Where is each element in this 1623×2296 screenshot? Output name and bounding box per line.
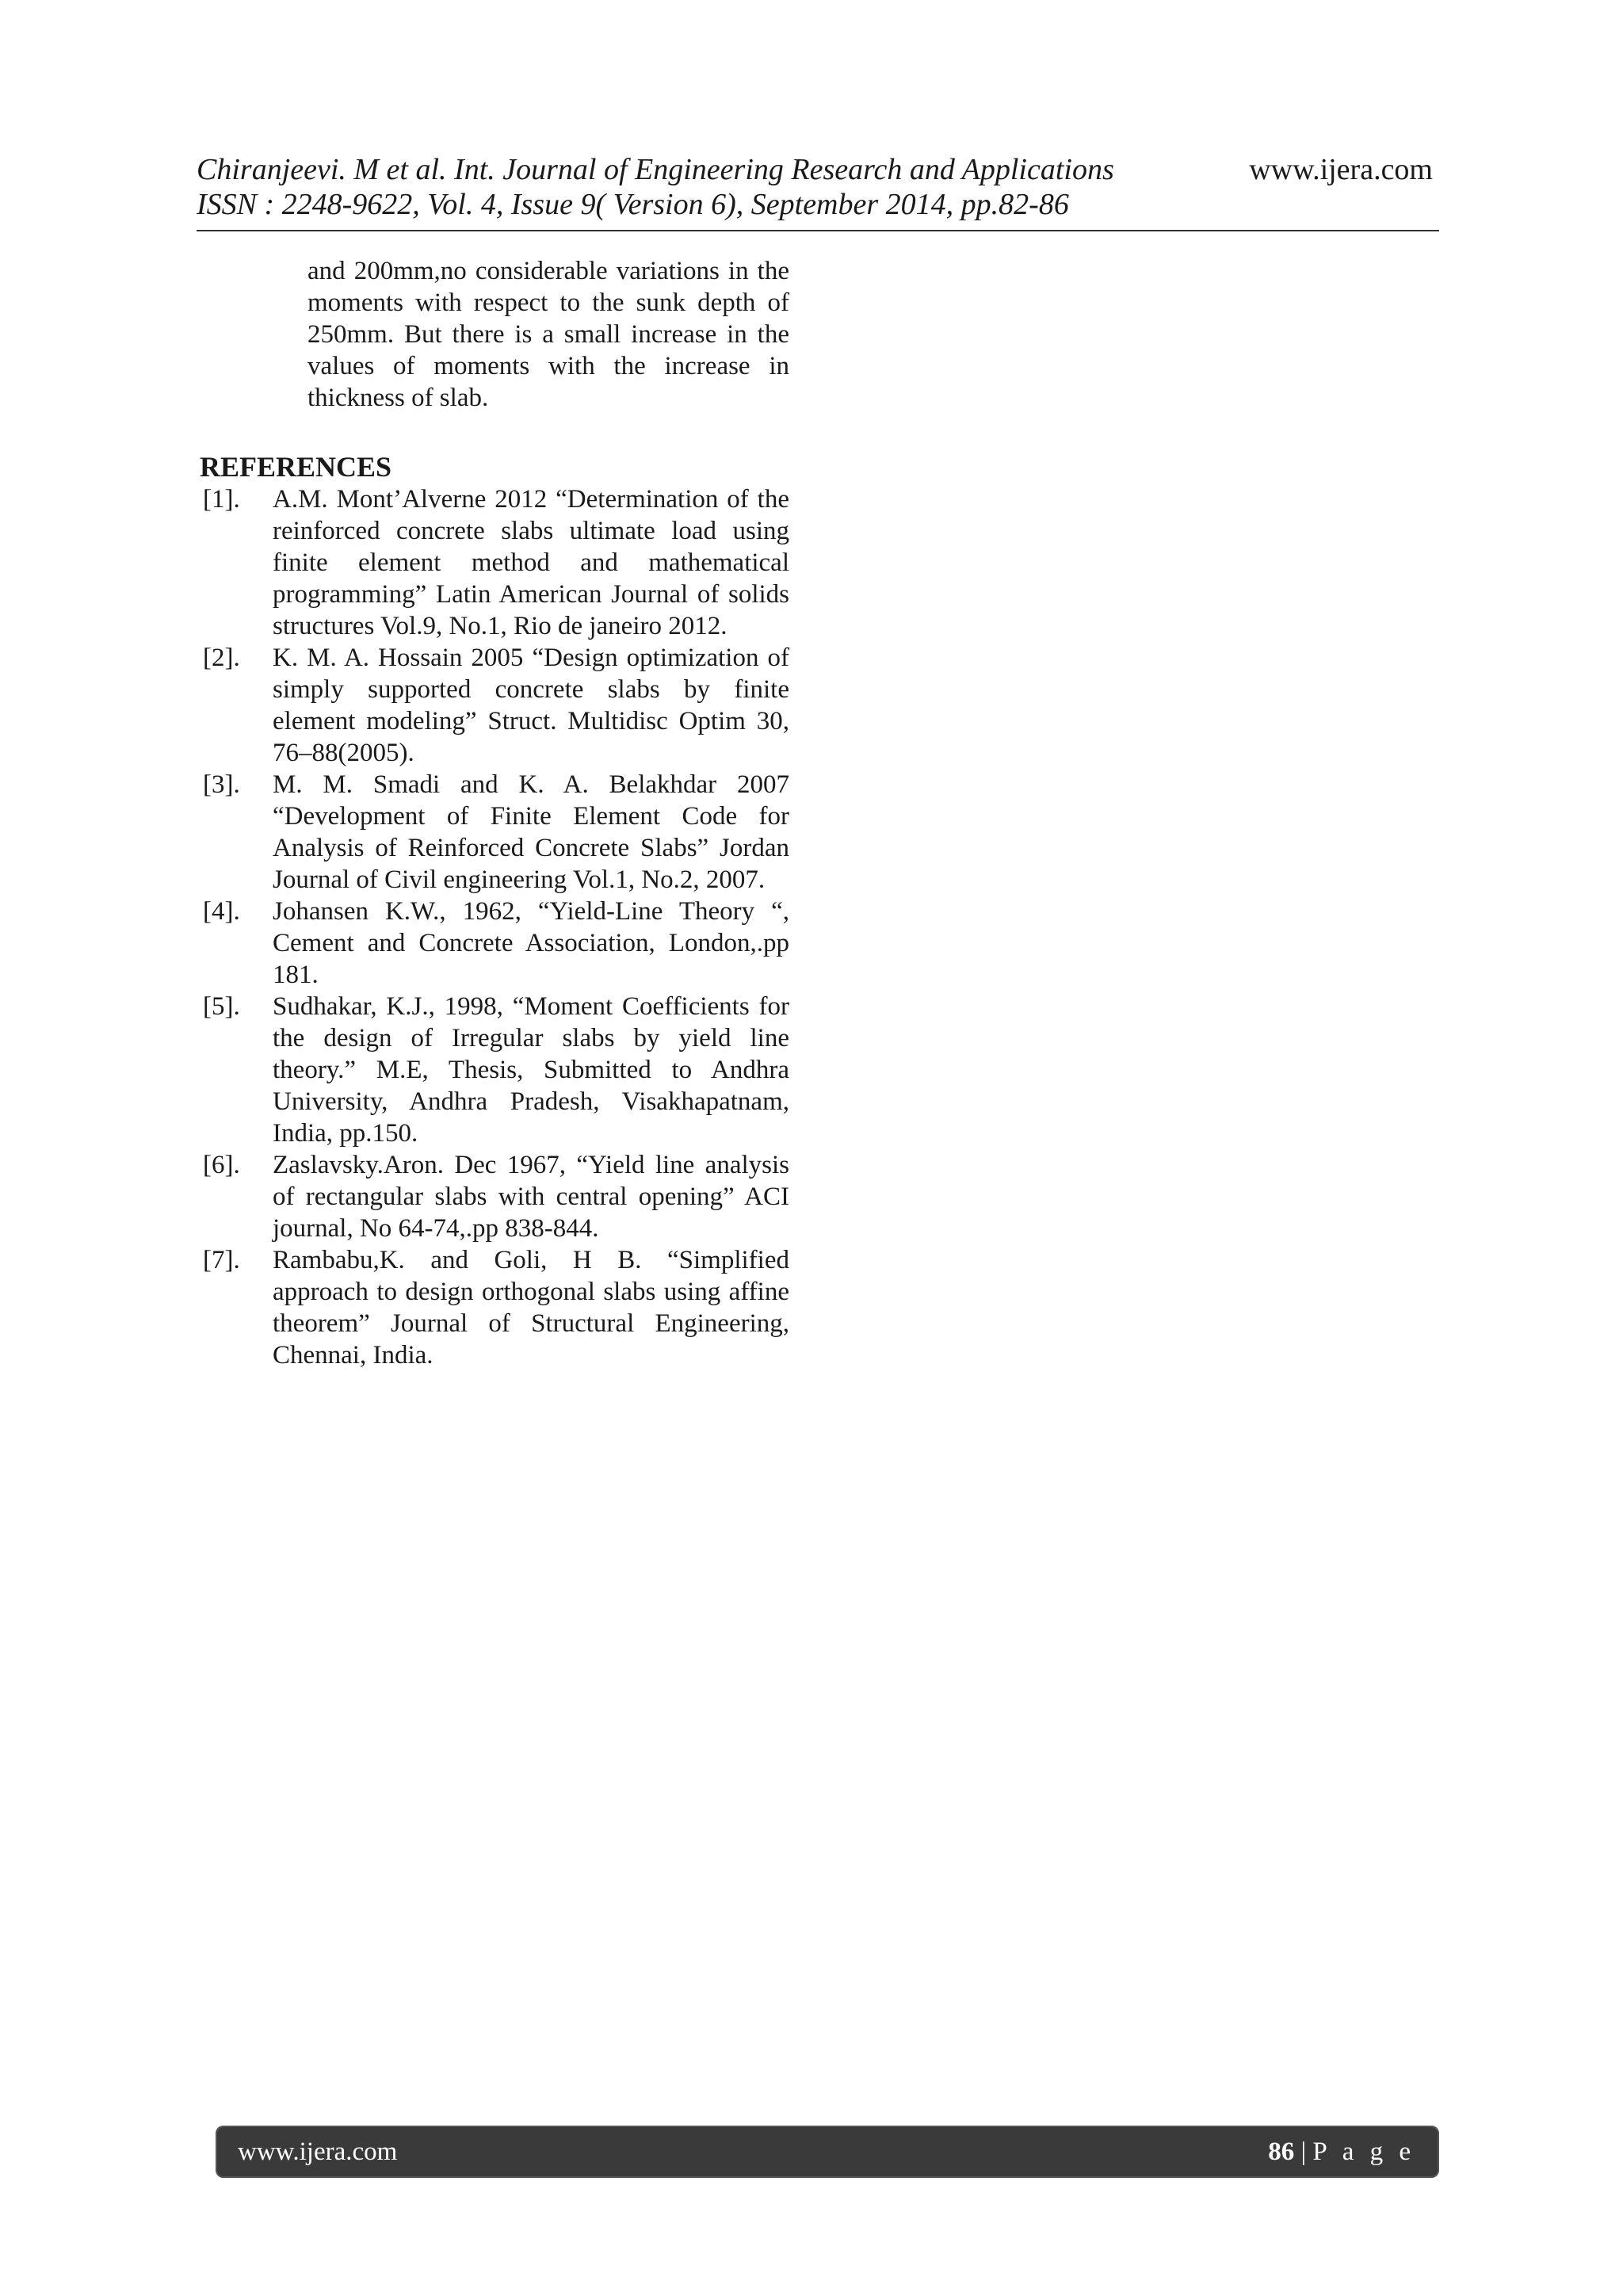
page-footer bbox=[216, 2126, 1439, 2178]
left-column bbox=[198, 255, 789, 1371]
reference-item bbox=[198, 642, 789, 769]
reference-list bbox=[198, 483, 789, 1371]
reference-number: [3]. bbox=[203, 770, 240, 799]
reference-item bbox=[198, 1244, 789, 1371]
footer-url: www.ijera.com bbox=[238, 2137, 398, 2166]
page-label: P a g e bbox=[1312, 2137, 1415, 2166]
page-header bbox=[197, 152, 1439, 231]
reference-number: [1]. bbox=[203, 485, 240, 514]
reference-text: Rambabu,K. and Goli, H B. “Simplified approach to design orthogonal slabs using affine theorem” Journal of Structural Engineering, Chennai, India. bbox=[273, 1246, 789, 1370]
page-number: 86 bbox=[1268, 2137, 1295, 2166]
reference-item bbox=[198, 991, 789, 1149]
issn-line: ISSN : 2248-9622, Vol. 4, Issue 9( Version 6), September 2014, pp.82-86 bbox=[197, 188, 1069, 221]
reference-item bbox=[198, 896, 789, 991]
reference-text: M. M. Smadi and K. A. Belakhdar 2007 “Development of Finite Element Code for Analysis of Reinforced Concrete Slabs” Jordan Journal of Civil engineering Vol.1, No.2, 2007. bbox=[273, 770, 789, 894]
page-indicator bbox=[1268, 2136, 1415, 2168]
journal-citation-line: Chiranjeevi. M et al. Int. Journal of Engineering Research and Applications bbox=[197, 153, 1114, 186]
reference-text: K. M. A. Hossain 2005 “Design optimization of simply supported concrete slabs by finite element modeling” Struct. Multidisc Optim 30, 76–88(2005). bbox=[273, 644, 789, 767]
reference-number: [7]. bbox=[203, 1246, 240, 1274]
reference-item bbox=[198, 1149, 789, 1244]
reference-text: Zaslavsky.Aron. Dec 1967, “Yield line analysis of rectangular slabs with central opening” ACI journal, No 64-74,.pp 838-844. bbox=[273, 1151, 789, 1243]
page-separator: | bbox=[1300, 2137, 1307, 2166]
reference-item bbox=[198, 483, 789, 642]
references-heading: REFERENCES bbox=[200, 451, 392, 483]
reference-number: [6]. bbox=[203, 1151, 240, 1179]
reference-number: [5]. bbox=[203, 992, 240, 1021]
reference-text: A.M. Mont’Alverne 2012 “Determination of the reinforced concrete slabs ultimate load using finite element method and mathematical programming” Latin American Journal of solids structures Vol.9, No.1, Rio de janeiro 2012. bbox=[273, 485, 789, 640]
conclusion-paragraph: and 200mm,no considerable variations in the moments with respect to the sunk depth of 250mm. But there is a small increase in the values of moments with the increase in thickness of slab. bbox=[307, 257, 789, 412]
reference-text: Johansen K.W., 1962, “Yield-Line Theory “, Cement and Concrete Association, London,.pp 181. bbox=[273, 897, 789, 989]
reference-number: [4]. bbox=[203, 897, 240, 926]
reference-text: Sudhakar, K.J., 1998, “Moment Coefficients for the design of Irregular slabs by yield line theory.” M.E, Thesis, Submitted to Andhra University, Andhra Pradesh, Visakhapatnam, India, pp.150. bbox=[273, 992, 789, 1148]
header-url: www.ijera.com bbox=[1249, 153, 1433, 186]
reference-item bbox=[198, 769, 789, 896]
reference-number: [2]. bbox=[203, 644, 240, 672]
